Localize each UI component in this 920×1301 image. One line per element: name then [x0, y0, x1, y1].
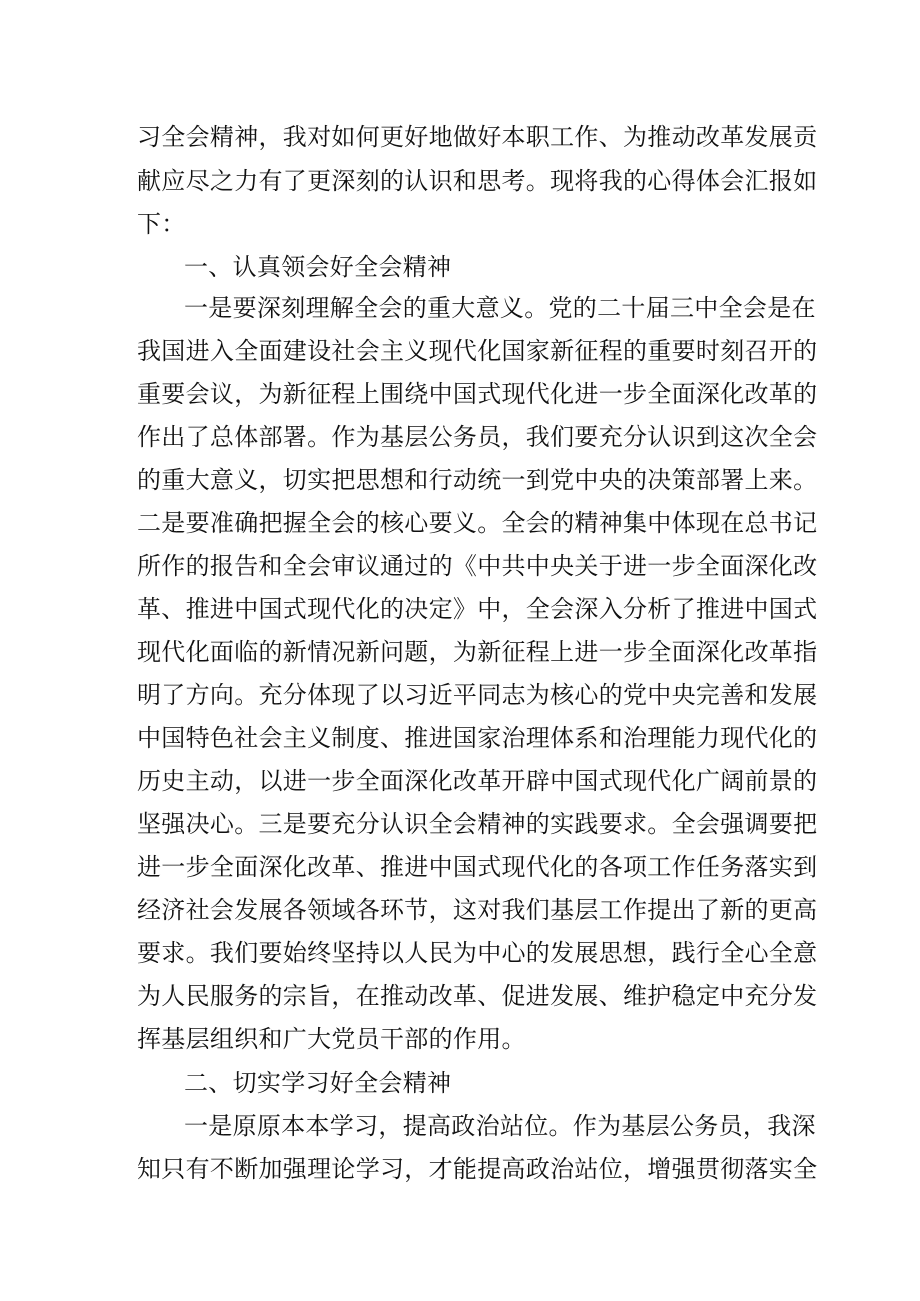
paragraph-line: 为人民服务的宗旨，在推动改革、促进发展、维护稳定中充分发 — [137, 982, 818, 1010]
paragraph-line: 一是要深刻理解全会的重大意义。党的二十届三中全会是在 — [184, 294, 816, 322]
paragraph-line: 一是原原本本学习，提高政治站位。作为基层公务员，我深 — [184, 1112, 816, 1140]
paragraph-line: 进一步全面深化改革、推进中国式现代化的各项工作任务落实到 — [137, 853, 818, 881]
paragraph-line: 的重大意义，切实把思想和行动统一到党中央的决策部署上来。 — [137, 466, 818, 494]
paragraph-line: 二是要准确把握全会的核心要义。全会的精神集中体现在总书记 — [137, 509, 818, 537]
paragraph-line: 作出了总体部署。作为基层公务员，我们要充分认识到这次全会 — [137, 423, 818, 451]
paragraph-line: 要求。我们要始终坚持以人民为中心的发展思想，践行全心全意 — [137, 939, 818, 967]
paragraph-line: 下： — [137, 210, 186, 238]
paragraph-line: 历史主动，以进一步全面深化改革开辟中国式现代化广阔前景的 — [137, 767, 818, 795]
paragraph-line: 明了方向。充分体现了以习近平同志为核心的党中央完善和发展 — [137, 681, 818, 709]
paragraph-line: 革、推进中国式现代化的决定》中，全会深入分析了推进中国式 — [137, 595, 818, 623]
section-heading-1: 一、认真领会好全会精神 — [184, 253, 452, 281]
paragraph-line: 挥基层组织和广大党员干部的作用。 — [137, 1025, 526, 1053]
paragraph-line: 重要会议，为新征程上围绕中国式现代化进一步全面深化改革的 — [137, 380, 818, 408]
paragraph-line: 我国进入全面建设社会主义现代化国家新征程的重要时刻召开的 — [137, 337, 818, 365]
section-heading-2: 二、切实学习好全会精神 — [184, 1069, 452, 1097]
paragraph-line: 习全会精神，我对如何更好地做好本职工作、为推动改革发展贡 — [137, 123, 818, 151]
paragraph-line: 献应尽之力有了更深刻的认识和思考。现将我的心得体会汇报如 — [137, 167, 818, 195]
paragraph-line: 中国特色社会主义制度、推进国家治理体系和治理能力现代化的 — [137, 724, 818, 752]
paragraph-line: 经济社会发展各领域各环节，这对我们基层工作提出了新的更高 — [137, 896, 818, 924]
paragraph-line: 坚强决心。三是要充分认识全会精神的实践要求。全会强调要把 — [137, 810, 818, 838]
paragraph-line: 现代化面临的新情况新问题，为新征程上进一步全面深化改革指 — [137, 638, 818, 666]
paragraph-line: 知只有不断加强理论学习，才能提高政治站位，增强贯彻落实全 — [137, 1155, 818, 1183]
paragraph-line: 所作的报告和全会审议通过的《中共中央关于进一步全面深化改 — [137, 552, 818, 580]
